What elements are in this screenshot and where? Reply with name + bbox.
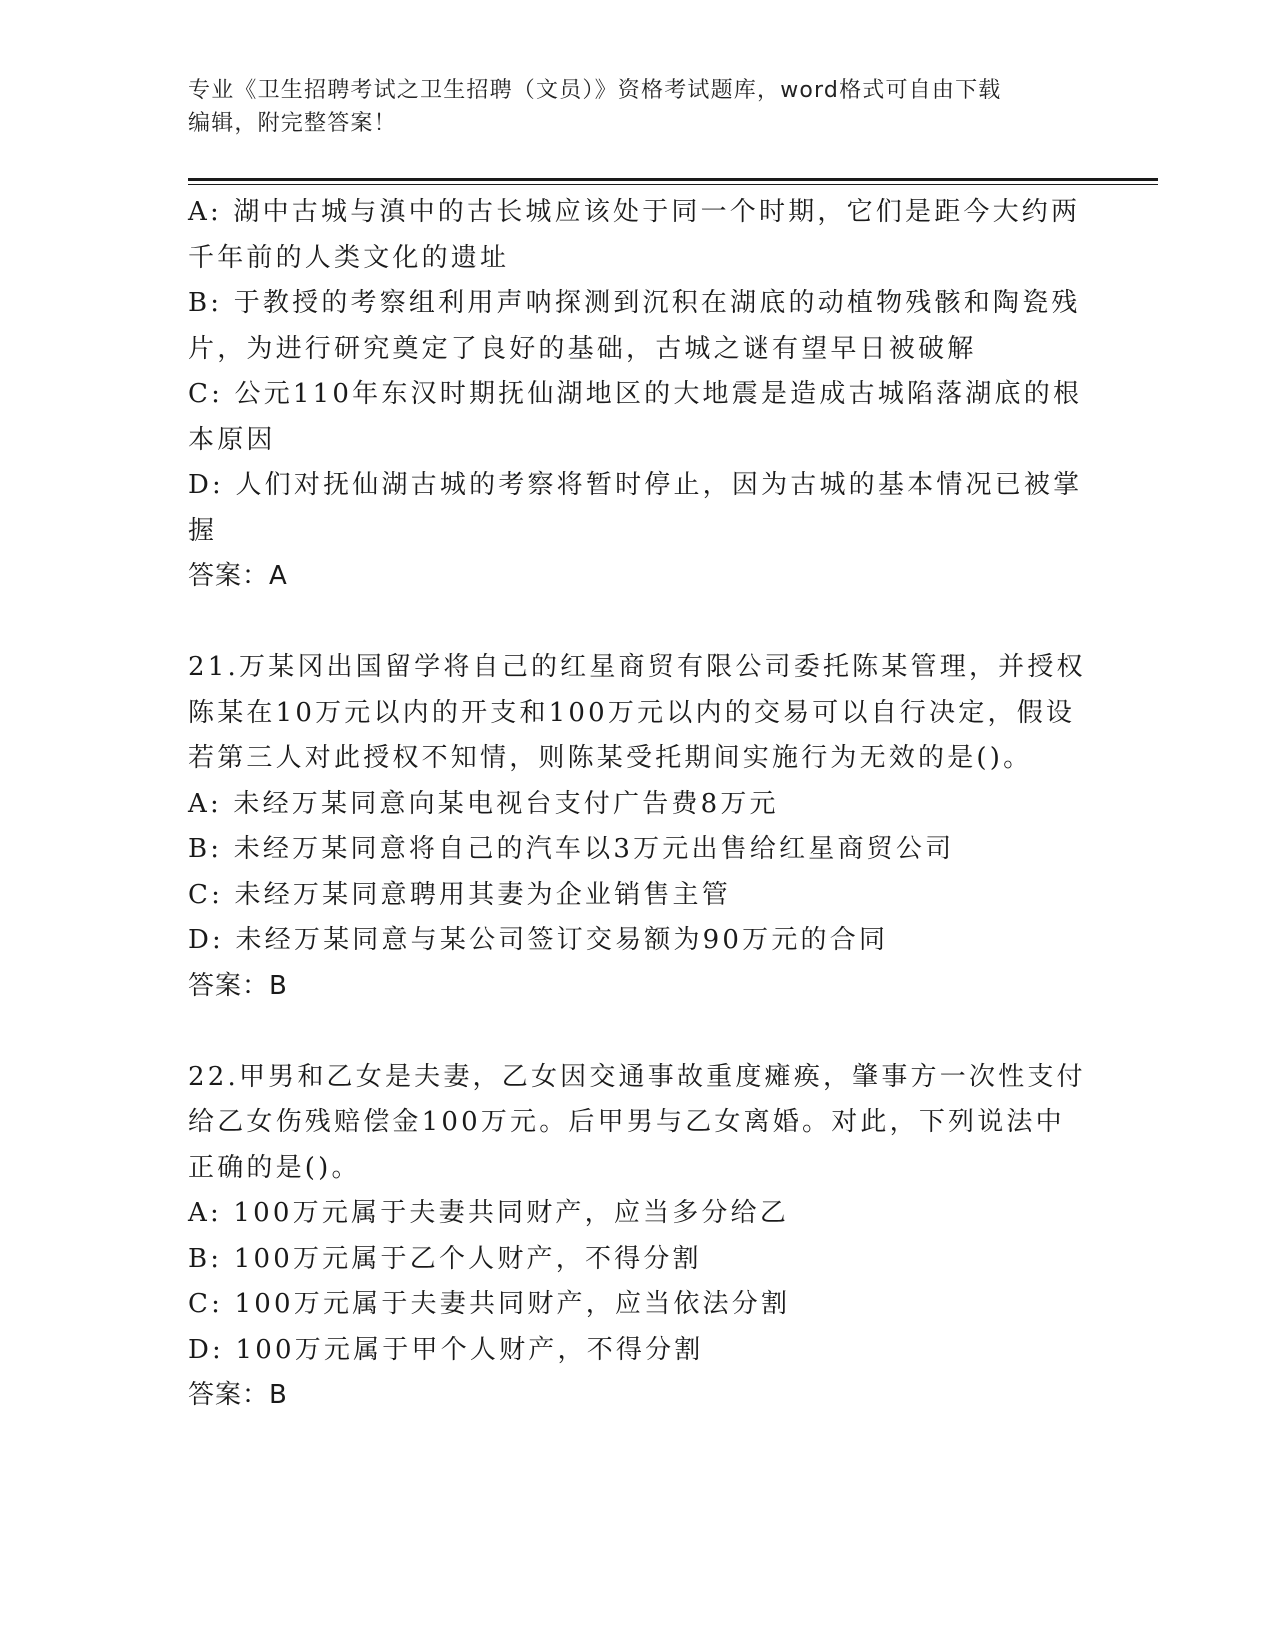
question-22-stem-line-2: 给乙女伤残赔偿金100万元。后甲男与乙女离婚。对此，下列说法中	[188, 1107, 1065, 1137]
question-content	[188, 190, 1088, 1419]
option-d-line-1: D: 人们对抚仙湖古城的考察将暂时停止，因为古城的基本情况已被掌	[188, 470, 1083, 500]
spacer	[188, 1009, 1088, 1055]
option-c-line-2: 本原因	[188, 424, 276, 455]
option-a-line-1: A: 湖中古城与滇中的古长城应该处于同一个时期，它们是距今大约两	[188, 197, 1081, 227]
option-c-line-1: C: 公元110年东汉时期抚仙湖地区的大地震是造成古城陷落湖底的根	[188, 379, 1083, 409]
question-22-stem-line-1: 22.甲男和乙女是夫妻，乙女因交通事故重度瘫痪，肇事方一次性支付	[188, 1061, 1086, 1092]
option-b-line-2: 片，为进行研究奠定了良好的基础，古城之谜有望早日被破解	[188, 333, 977, 364]
question-21-option-a: A: 未经万某同意向某电视台支付广告费8万元	[188, 788, 779, 819]
spacer	[188, 600, 1088, 646]
option-b-line-1: B: 于教授的考察组利用声呐探测到沉积在湖底的动植物残骸和陶瓷残	[188, 288, 1081, 318]
question-21-stem-line-1: 21.万某冈出国留学将自己的红星商贸有限公司委托陈某管理，并授权	[188, 652, 1086, 682]
question-22-option-a: A: 100万元属于夫妻共同财产，应当多分给乙	[188, 1198, 790, 1228]
question-21-option-d: D: 未经万某同意与某公司签订交易额为90万元的合同	[188, 925, 889, 955]
header-rule-thin	[188, 184, 1158, 185]
answer-20: 答案：A	[188, 561, 288, 591]
answer-22: 答案：B	[188, 1380, 288, 1410]
question-21-stem-line-2: 陈某在10万元以内的开支和100万元以内的交易可以自行决定，假设	[188, 697, 1076, 728]
question-22-option-b: B: 100万元属于乙个人财产，不得分割	[188, 1243, 702, 1274]
question-22-stem-line-3: 正确的是()。	[188, 1152, 361, 1183]
question-21-stem-line-3: 若第三人对此授权不知情，则陈某受托期间实施行为无效的是()。	[188, 743, 1033, 773]
header-line-2: 编辑，附完整答案！	[188, 111, 397, 136]
question-21	[188, 645, 1088, 1009]
question-21-option-b: B: 未经万某同意将自己的汽车以3万元出售给红星商贸公司	[188, 834, 955, 864]
question-21-option-c: C: 未经万某同意聘用其妻为企业销售主管	[188, 879, 731, 910]
question-20-options	[188, 190, 1088, 600]
question-22-option-d: D: 100万元属于甲个人财产，不得分割	[188, 1334, 704, 1365]
header-rule-thick	[188, 178, 1158, 181]
header-line-1: 专业《卫生招聘考试之卫生招聘（文员）》资格考试题库，word格式可自由下载	[188, 78, 1002, 103]
question-22-option-c: C: 100万元属于夫妻共同财产，应当依法分割	[188, 1289, 791, 1319]
option-d-line-2: 握	[188, 515, 218, 546]
document-header	[188, 74, 1068, 140]
option-a-line-2: 千年前的人类文化的遗址	[188, 242, 510, 273]
question-22	[188, 1055, 1088, 1419]
answer-21: 答案：B	[188, 970, 288, 1001]
